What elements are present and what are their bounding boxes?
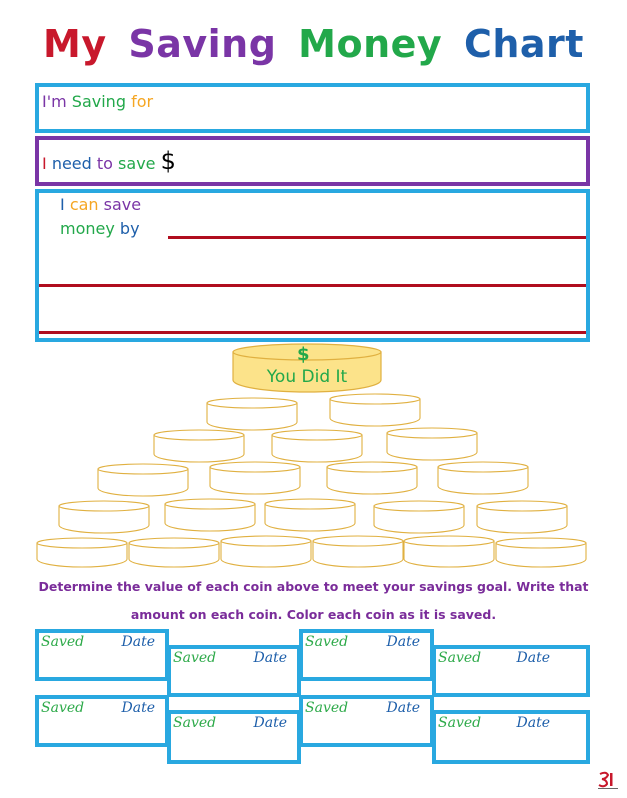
coin[interactable] — [221, 536, 311, 567]
coin[interactable] — [327, 462, 417, 494]
coin[interactable] — [330, 394, 420, 426]
coin[interactable] — [129, 538, 219, 567]
coin[interactable] — [207, 398, 297, 430]
can-save-label-line2: money by — [60, 219, 140, 238]
title-word: Saving — [128, 22, 277, 66]
writing-line — [168, 236, 586, 239]
dollar-sign: $ — [160, 147, 176, 175]
brand-logo-icon — [596, 770, 620, 792]
coin[interactable] — [477, 501, 567, 533]
title-word: My — [43, 22, 107, 66]
need-to-save-label: I need to save $ — [42, 147, 176, 175]
saved-date-card[interactable]: Saved Date — [432, 645, 590, 697]
coin[interactable] — [438, 462, 528, 494]
coin[interactable] — [154, 430, 244, 462]
coin[interactable] — [265, 499, 355, 531]
coin[interactable] — [98, 464, 188, 496]
coin[interactable] — [404, 536, 494, 567]
can-save-label-line1: I can save — [60, 195, 142, 214]
need-to-save-field[interactable] — [35, 136, 590, 186]
saved-date-card[interactable]: Saved Date — [35, 695, 169, 747]
saved-date-card[interactable]: Saved Date — [167, 710, 301, 764]
saved-date-card[interactable]: Saved Date — [299, 695, 434, 747]
instructions-line1: Determine the value of each coin above to meet your savings goal. Write that — [38, 579, 589, 594]
save-by-field[interactable] — [35, 189, 590, 342]
saved-date-card[interactable]: Saved Date — [432, 710, 590, 764]
page-title — [0, 22, 627, 66]
saved-date-card[interactable]: Saved Date — [35, 629, 169, 681]
title-word: Chart — [463, 22, 584, 66]
coin[interactable] — [272, 430, 362, 462]
coin[interactable] — [313, 536, 403, 567]
saving-for-field[interactable] — [35, 83, 590, 133]
coin[interactable] — [496, 538, 586, 567]
coin[interactable] — [387, 428, 477, 460]
coin[interactable] — [165, 499, 255, 531]
coin[interactable] — [210, 462, 300, 494]
writing-line — [39, 331, 586, 334]
coin[interactable] — [37, 538, 127, 567]
instructions-line2: amount on each coin. Color each coin as it is saved. — [130, 607, 497, 622]
coin[interactable] — [59, 501, 149, 533]
saved-date-card[interactable]: Saved Date — [299, 629, 434, 681]
title-word: Money — [298, 22, 443, 66]
coin[interactable] — [374, 501, 464, 533]
top-coin-dollar: $ — [297, 344, 310, 365]
top-coin-label: You Did It — [266, 367, 348, 387]
saving-for-label: I'm Saving for — [42, 92, 154, 111]
writing-line — [39, 284, 586, 287]
saved-date-card[interactable]: Saved Date — [167, 645, 301, 697]
